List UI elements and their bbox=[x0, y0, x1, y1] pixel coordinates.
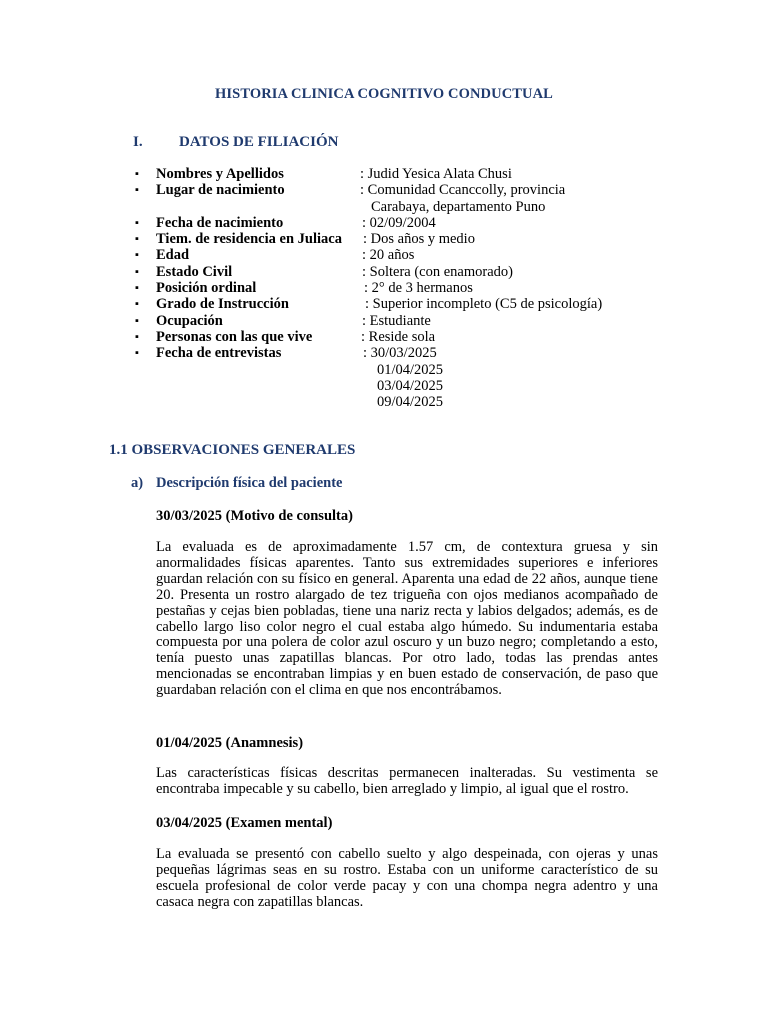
bullet-icon: ▪ bbox=[135, 265, 139, 278]
list-item bbox=[0, 296, 768, 312]
field-label: Posición ordinal bbox=[156, 280, 257, 297]
entry-heading: 01/04/2025 (Anamnesis) bbox=[156, 735, 304, 751]
field-value: 09/04/2025 bbox=[377, 394, 444, 411]
list-item bbox=[0, 231, 768, 247]
entry-heading: 30/03/2025 (Motivo de consulta) bbox=[156, 508, 353, 524]
field-label: Edad bbox=[156, 247, 190, 264]
field-value: : Reside sola bbox=[361, 328, 436, 345]
field-value: : Estudiante bbox=[362, 312, 431, 329]
field-label: Nombres y Apellidos bbox=[156, 166, 284, 182]
list-item-continuation bbox=[0, 199, 768, 215]
field-value: : 02/09/2004 bbox=[362, 214, 436, 231]
bullet-icon: ▪ bbox=[135, 216, 139, 229]
bullet-icon: ▪ bbox=[135, 330, 139, 343]
subsection-heading: Descripción física del paciente bbox=[156, 475, 343, 491]
list-item bbox=[0, 215, 768, 231]
field-value: : 30/03/2025 bbox=[363, 345, 437, 362]
field-value: : Dos años y medio bbox=[363, 231, 475, 248]
entry-heading: 03/04/2025 (Examen mental) bbox=[156, 815, 333, 831]
bullet-icon: ▪ bbox=[135, 298, 139, 311]
field-label: Lugar de nacimiento bbox=[156, 182, 285, 199]
field-value: : Judid Yesica Alata Chusi bbox=[360, 166, 512, 182]
bullet-icon: ▪ bbox=[135, 347, 139, 360]
section-heading: DATOS DE FILIACIÓN bbox=[179, 134, 339, 150]
entry-paragraph: Las características físicas descritas permanecen inalteradas. Su vestimenta se encontraba impecable y su cabello, bien arreglado y limpio, al igual que el rostro. bbox=[156, 765, 658, 797]
filiation-data-list bbox=[0, 166, 768, 410]
list-item bbox=[0, 345, 768, 361]
section-number: I. bbox=[133, 134, 143, 150]
entry-paragraph: La evaluada se presentó con cabello suelto y algo despeinada, con ojeras y unas pequeñas lágrimas seas en su rostro. Estaba con un uniforme característico de su escuela profesional de color verde pacay y con una chompa negra adentro y una casaca negra con zapatillas blancas. bbox=[156, 846, 658, 910]
field-label: Fecha de entrevistas bbox=[156, 345, 282, 362]
list-item bbox=[0, 329, 768, 345]
list-item-continuation bbox=[0, 394, 768, 410]
field-label: Ocupación bbox=[156, 312, 223, 329]
subsection-letter: a) bbox=[131, 475, 144, 491]
field-value: : Superior incompleto (C5 de psicología) bbox=[365, 296, 603, 313]
bullet-icon: ▪ bbox=[135, 233, 139, 246]
section-observaciones-heading: 1.1 OBSERVACIONES GENERALES bbox=[109, 442, 356, 458]
field-label: Personas con las que vive bbox=[156, 328, 313, 345]
field-value: 01/04/2025 bbox=[377, 361, 444, 378]
subsection-descripcion-fisica bbox=[131, 475, 343, 492]
document-title: HISTORIA CLINICA COGNITIVO CONDUCTUAL bbox=[215, 86, 553, 102]
field-label: Estado Civil bbox=[156, 263, 233, 280]
bullet-icon: ▪ bbox=[135, 314, 139, 327]
field-value: : Soltera (con enamorado) bbox=[362, 263, 513, 280]
list-item bbox=[0, 280, 768, 296]
list-item bbox=[0, 182, 768, 198]
bullet-icon: ▪ bbox=[135, 168, 139, 180]
list-item bbox=[0, 264, 768, 280]
list-item-continuation bbox=[0, 362, 768, 378]
entry-paragraph: La evaluada es de aproximadamente 1.57 cm, de contextura gruesa y sin anormalidades físicas aparentes. Tanto sus extremidades superiores e inferiores guardan relación con su físico en general. Aparenta una edad de 22 años, aunque tiene 20. Presenta un rostro alargado de tez trigueña con ojos medianos acompañado de pestañas y cejas bien pobladas, tiene una nariz recta y labios delgados; además, es de cabello largo liso color negro el cual estaba algo húmedo. Su indumentaria estaba compuesta por una polera de color azul oscuro y un buzo negro; completando a esto, tenía puesto unas zapatillas blancas. Por otro lado, todas las prendas antes mencionadas se encontraban limpias y en buen estado de conservación, de paso que guardaban relación con el clima en que nos encontrábamos. bbox=[156, 539, 658, 699]
list-item bbox=[0, 247, 768, 263]
list-item bbox=[0, 313, 768, 329]
field-value: : 20 años bbox=[362, 247, 415, 264]
list-item-continuation bbox=[0, 378, 768, 394]
bullet-icon: ▪ bbox=[135, 282, 139, 295]
field-label: Fecha de nacimiento bbox=[156, 214, 284, 231]
field-label: Tiem. de residencia en Juliaca bbox=[156, 231, 342, 248]
list-item bbox=[0, 166, 768, 182]
field-value: : Comunidad Ccanccolly, provincia bbox=[360, 182, 566, 199]
bullet-icon: ▪ bbox=[135, 249, 139, 262]
field-value: : 2° de 3 hermanos bbox=[364, 280, 473, 297]
bullet-icon: ▪ bbox=[135, 184, 139, 197]
field-label: Grado de Instrucción bbox=[156, 296, 289, 313]
field-value: Carabaya, departamento Puno bbox=[371, 198, 546, 215]
field-value: 03/04/2025 bbox=[377, 377, 444, 394]
